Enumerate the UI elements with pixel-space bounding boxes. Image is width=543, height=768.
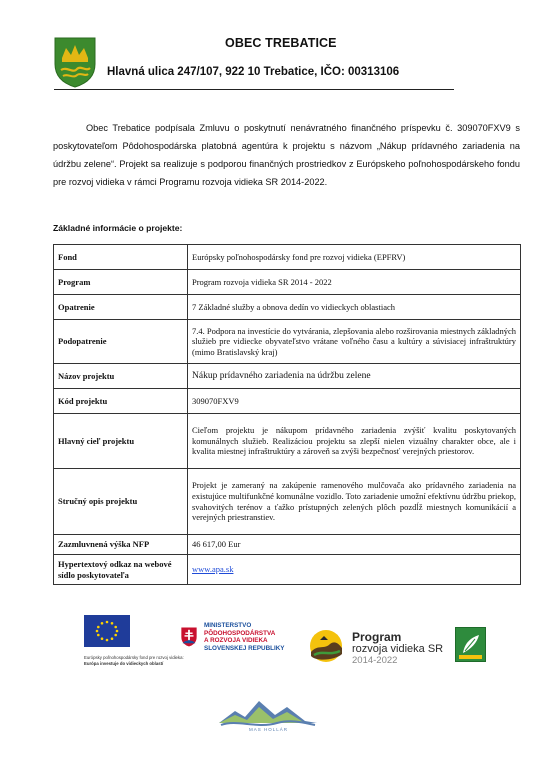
row-value (188, 555, 521, 585)
table-row (54, 270, 521, 295)
mas-caption: MAS HOLLÁR (249, 727, 289, 732)
municipality-address: Hlavná ulica 247/107, 922 10 Trebatice, IČO: 00313106 (107, 66, 400, 78)
prv-line2: rozvoja vidieka SR (352, 643, 444, 655)
table-row (54, 469, 521, 535)
table-row (54, 364, 521, 389)
row-value: Nákup prídavného zariadenia na údržbu zelene (188, 364, 521, 389)
row-label: Stručný opis projektu (54, 469, 188, 535)
row-value: 7 Základné služby a obnova dedín vo vidieckych oblastiach (188, 295, 521, 320)
leader-logo-icon (455, 627, 486, 662)
coat-of-arms-icon (53, 36, 97, 88)
prv-logo (306, 628, 456, 664)
intro-paragraph: Obec Trebatice podpísala Zmluvu o poskytnutí nenávratného finančného príspevku č. 309070FXV9 s poskytovateľom Pôdohospodárska platobná agentúra k projektu s názvom „Nákup prídavného zariadenia na údržbu zelene“. Projekt sa realizuje s podporou finančných prostriedkov z Európskeho poľnohospodárskeho fondu pre rozvoj vidieka v rámci Programu rozvoja vidieka SR 2014-2022. (53, 123, 520, 187)
prv-emblem-icon (306, 628, 346, 664)
row-label: Kód projektu (54, 389, 188, 414)
table-row (54, 320, 521, 364)
eu-logo (84, 615, 184, 666)
prv-line1: Program (352, 630, 402, 644)
eu-flag-icon (84, 615, 130, 647)
row-value: 7.4. Podpora na investície do vytvárania, zlepšovania alebo rozširovania miestnych základných služieb pre vidiecke obyvateľstvo vrátane voľného času a kultúry a súvisiacej infraštruktúry (mimo Bratislavský kraj) (188, 320, 521, 364)
row-value: 309070FXV9 (188, 389, 521, 414)
row-label: Program (54, 270, 188, 295)
prv-line3: 2014-2022 (352, 655, 398, 666)
table-row (54, 245, 521, 270)
row-label: Názov projektu (54, 364, 188, 389)
project-info-table (53, 244, 521, 585)
eu-caption-line2: Európa investuje do vidieckych oblastí (84, 660, 164, 666)
row-value: Program rozvoja vidieka SR 2014 - 2022 (188, 270, 521, 295)
row-label: Hlavný cieľ projektu (54, 414, 188, 469)
row-value: Projekt je zameraný na zakúpenie ramenového mulčovača ako prídavného zariadenia na existujúce multifunkčné komunálne vozidlo. Toto zariadenie umožní efektívnu údržbu priekop, svahovitých terénov a ťažko prístupných zelených plôch pozdĺž miestnych komunikácií a verejných priestranstiev. (188, 469, 521, 535)
basic-info-heading: Základné informácie o projekte: (53, 223, 183, 233)
ministry-line3: A ROZVOJA VIDIEKA (204, 637, 268, 645)
eu-caption-line1: Európsky poľnohospodársky fond pre rozvoj vidieka: (84, 655, 184, 660)
row-label: Fond (54, 245, 188, 270)
table-row (54, 389, 521, 414)
row-label: Podopatrenie (54, 320, 188, 364)
ministry-line4: SLOVENSKEJ REPUBLIKY (204, 644, 285, 652)
ministry-line2: PÔDOHOSPODÁRSTVA (204, 629, 276, 637)
table-row (54, 295, 521, 320)
row-value: 46 617,00 Eur (188, 535, 521, 555)
row-value: Európsky poľnohospodársky fond pre rozvoj vidieka (EPFRV) (188, 245, 521, 270)
ministry-line1: MINISTERSTVO (204, 622, 252, 629)
table-row (54, 535, 521, 555)
provider-website-link[interactable]: www.apa.sk (192, 564, 234, 575)
table-row (54, 555, 521, 585)
table-row (54, 414, 521, 469)
row-label: Opatrenie (54, 295, 188, 320)
slovak-emblem-icon (180, 626, 198, 648)
row-value: Cieľom projektu je nákupom prídavného zariadenia zvýšiť kvalitu poskytovaných komunálnych služieb. Realizáciou projektu sa zlepší nielen vizuálny charakter obce, ale i kvalita miestnej infraštruktúry a zároveň sa zvýši bezpečnosť verejných priestorov. (188, 414, 521, 469)
page-title: OBEC TREBATICE (225, 36, 337, 50)
mas-logo (217, 697, 319, 737)
row-label: Hypertextový odkaz na webové sídlo poskytovateľa (54, 555, 188, 585)
header-divider (54, 89, 454, 90)
ministry-logo (178, 622, 318, 662)
row-label: Zazmluvnená výška NFP (54, 535, 188, 555)
